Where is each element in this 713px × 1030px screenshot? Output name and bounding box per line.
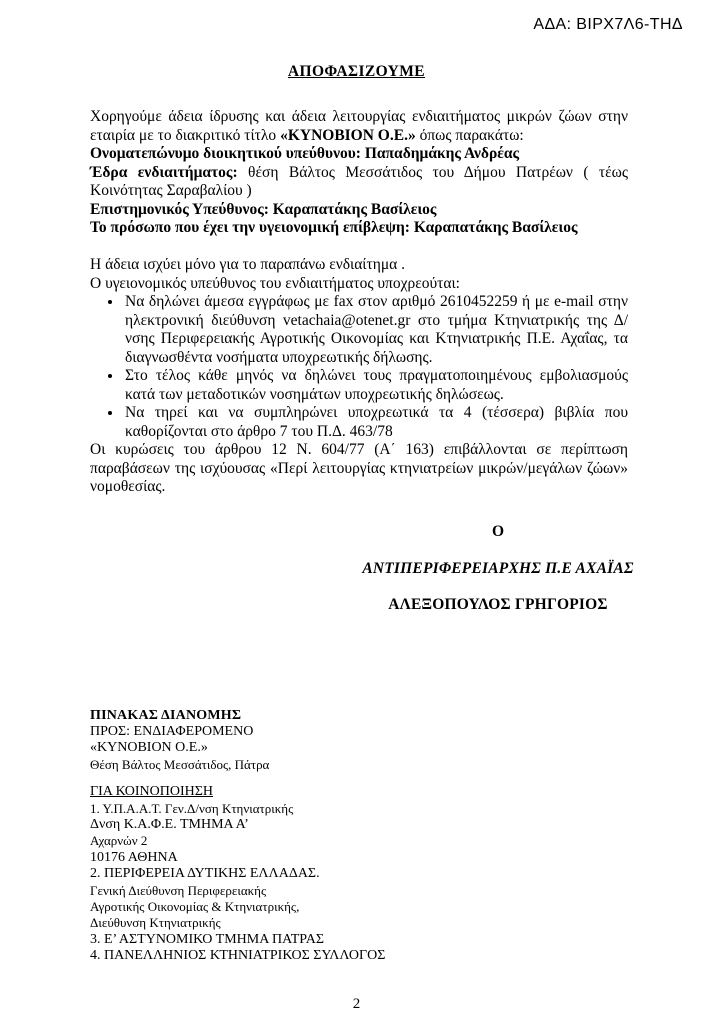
validity-line-1: Η άδεια ισχύει μόνο για το παραπάνω ενδιαίτημα . [90, 256, 405, 273]
company-name: «ΚΥΝΟΒΙΟΝ Ο.Ε.» [280, 126, 416, 144]
obligations-list [90, 293, 628, 441]
detail-label: Επιστημονικός Υπεύθυνος: [90, 200, 269, 218]
cc-line: Γενική Διεύθυνση Περιφερειακής [90, 882, 267, 898]
detail-value: θέση Βάλτος Μεσσάτιδος του Δήμου Πατρέων ( τέως Κοινότητας Σαραβαλίου ) [90, 163, 628, 199]
cc-line: 1. Υ.Π.Α.Α.Τ. Γεν.Δ/νση Κτηνιατρικής [90, 800, 294, 816]
obligation-item: • Να τηρεί και να συμπληρώνει υποχρεωτικά τα 4 (τέσσερα) βιβλία που καθορίζονται στο άρθρο 7 του Π.Δ. 463/78 [123, 404, 628, 441]
intro-text-1: Χορηγούμε άδεια ίδρυσης και άδεια λειτουργίας ενδιαιτήματος μικρών ζώων στην εταιρία με το διακριτικό τίτλο [90, 108, 628, 144]
signature-name: ΑΛΕΞΟΠΟΥΛΟΣ ΓΡΗΓΟΡΙΟΣ [388, 595, 608, 613]
signature-block [343, 523, 653, 614]
sanctions-paragraph: Οι κυρώσεις του άρθρου 12 Ν. 604/77 (Α΄ 163) επιβάλλονται σε περίπτωση παραβάσεων της ισχύουσας «Περί λειτουργίας κτηνιατρείων μικρών/μεγάλων ζώων» νομοθεσίας. [90, 441, 628, 495]
cc-line: 2. ΠΕΡΙΦΕΡΕΙΑ ΔΥΤΙΚΗΣ ΕΛΛΑΔΑΣ. [90, 866, 320, 882]
intro-text-2: όπως παρακάτω: [415, 126, 524, 144]
cc-line: 4. ΠΑΝΕΛΛΗΝΙΟΣ ΚΤΗΝΙΑΤΡΙΚΟΣ ΣΥΛΛΟΓΟΣ [90, 948, 386, 964]
ada-code: ΑΔΑ: ΒΙΡΧ7Λ6-ΤΗΔ [533, 16, 683, 33]
document-body [90, 108, 628, 497]
recipient-line: Θέση Βάλτος Μεσσάτιδος, Πάτρα [90, 756, 270, 772]
distribution-heading: ΠΙΝΑΚΑΣ ΔΙΑΝΟΜΗΣ [90, 707, 242, 723]
cc-line: Αχαρνών 2 [90, 833, 148, 849]
detail-admin-manager [90, 145, 628, 164]
detail-value: Παπαδημάκης Ανδρέας [364, 145, 520, 162]
decision-title: ΑΠΟΦΑΣΙΖΟΥΜΕ [287, 63, 426, 80]
detail-label: Το πρόσωπο που έχει την υγειονομική επίβλεψη: [90, 219, 410, 236]
signature-article: Ο [491, 522, 505, 540]
detail-label: Ονοματεπώνυμο διοικητικού υπεύθυνου: [90, 145, 361, 162]
detail-value: Καραπατάκης Βασίλειος [413, 219, 578, 236]
detail-health-supervisor [90, 219, 628, 238]
recipient-line: «ΚΥΝΟΒΙΟΝ Ο.Ε.» [90, 740, 208, 756]
intro-paragraph [90, 108, 628, 145]
detail-label: Έδρα ενδιαιτήματος: [90, 163, 238, 181]
detail-scientific-manager [90, 201, 628, 220]
detail-value: Καραπατάκης Βασίλειος [272, 200, 437, 218]
validity-paragraph [90, 256, 628, 293]
cc-line: Αγροτικής Οικονομίας & Κτηνιατρικής, [90, 898, 300, 914]
signature-role: ΑΝΤΙΠΕΡΙΦΕΡΕΙΑΡΧΗΣ Π.Ε ΑΧΑΪΑΣ [362, 559, 634, 577]
distribution-list [90, 708, 713, 965]
recipient-line: ΠΡΟΣ: ΕΝΔΙΑΦΕΡΟΜΕΝΟ [90, 723, 254, 739]
detail-facility-seat [90, 164, 628, 201]
page-number: 2 [352, 996, 361, 1012]
obligation-item: • Να δηλώνει άμεσα εγγράφως με fax στον αριθμό 2610452259 ή με e-mail στην ηλεκτρονική διεύθυνση vetachaia@otenet.gr στο τμήμα Κτηνιατρικής της Δ/νσης Περιφερειακής Αγροτικής Οικονομίας και Κτηνιατρικής Π.Ε. Αχαΐας, τα διαγνωσθέντα νοσήματα υποχρεωτικής δήλωσης. [123, 293, 628, 367]
cc-heading: ΓΙΑ ΚΟΙΝΟΠΟΙΗΣΗ [90, 784, 213, 800]
obligation-item: • Στο τέλος κάθε μηνός να δηλώνει τους πραγματοποιημένους εμβολιασμούς κατά των μεταδοτικών νοσημάτων υποχρεωτικής δηλώσεως. [123, 367, 628, 404]
cc-line: 3. Ε’ ΑΣΤΥΝΟΜΙΚΟ ΤΜΗΜΑ ΠΑΤΡΑΣ [90, 931, 325, 947]
cc-line: Δνση Κ.Α.Φ.Ε. ΤΜΗΜΑ Α’ [90, 816, 249, 832]
cc-line: 10176 ΑΘΗΝΑ [90, 849, 178, 865]
validity-line-2: Ο υγειονομικός υπεύθυνος του ενδιαιτήματος υποχρεούται: [90, 274, 460, 292]
cc-line: Διεύθυνση Κτηνιατρικής [90, 915, 221, 931]
